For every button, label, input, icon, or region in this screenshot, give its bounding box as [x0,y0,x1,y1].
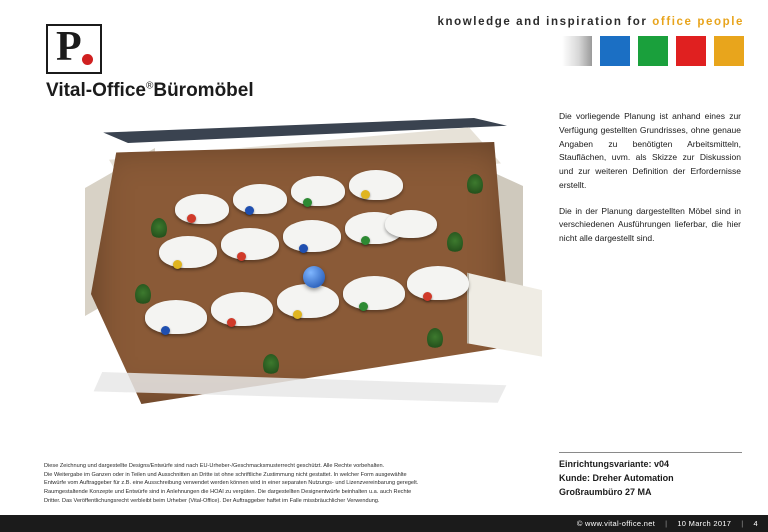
legal-disclaimer [44,462,524,505]
plant [135,284,151,306]
description-paragraph-2: Die in der Planung dargestellten Möbel sind in verschiedenen Ausführungen lieferbar, die hier nicht alle dargestellt sind. [559,205,741,244]
chair [299,244,308,253]
yellow-swatch [714,36,744,66]
green-swatch [638,36,668,66]
decor-sphere [303,266,325,288]
chair [227,318,236,327]
page-footer [0,515,768,532]
logo-registered: ® [145,80,154,92]
logo-office: Office [92,80,146,101]
project-divider [559,452,742,453]
logo-subtitle: Büromöbel [153,80,254,101]
red-swatch [676,36,706,66]
desk-cluster [291,176,345,206]
logo-wordmark [46,80,254,102]
plant [447,232,463,254]
project-scope: Großraumbüro 27 MA [559,486,652,497]
logo-dot-icon [82,54,93,65]
chair [303,198,312,207]
project-customer: Kunde: Dreher Automation [559,472,674,483]
desk-cluster [343,276,405,310]
plant [427,328,443,350]
desk-cluster [277,284,339,318]
desk-cluster [221,228,279,260]
desk-cluster [159,236,217,268]
chair [187,214,196,223]
desk-cluster [283,220,341,252]
desk-cluster [145,300,207,334]
footer-copyright: © www.vital-office.net [576,519,656,528]
plant [151,218,167,240]
chair [237,252,246,261]
header-tagline [438,16,745,28]
footer-separator-1: | [665,519,668,528]
chair [173,260,182,269]
project-variant: Einrichtungsvariante: v04 [559,459,670,469]
chair [245,206,254,215]
office-render-image [37,106,542,429]
blue-swatch [600,36,630,66]
footer-page-number: 4 [753,519,758,528]
desk-cluster [211,292,273,326]
desk-cluster [385,210,437,238]
plant [467,174,483,196]
desk-cluster [407,266,469,300]
chair [161,326,170,335]
plant [263,354,279,376]
legal-line-2: Die Weitergabe im Ganzen oder in Teilen und Ausschnitten an Dritte ist ohne schriftliche Zustimmung nicht gestattet. In welcher Form ausgewählte [44,471,407,478]
brand-logo [46,24,254,102]
desk-cluster [175,194,229,224]
chair [293,310,302,319]
logo-vital: Vital- [46,80,93,101]
chair [361,236,370,245]
logo-letter: P [56,24,82,70]
chair [361,190,370,199]
logo-mark-icon [46,24,102,74]
legal-line-5: Dritter. Das Veröffentlichungsrecht verbleibt beim Urheber (Vital-Office). Der Auftraggeber haftet im Falle missbräuchlicher Verwendung. [44,497,380,504]
description-paragraph-1: Die vorliegende Planung ist anhand eines zur Verfügung gestellten Grundrisses, ohne genaue Angaben zu benötigten Arbeitsmitteln, Stauflächen, uvm. als Skizze zur Diskussion und zur weiteren Definition der Erfordernisse erstellt. [559,111,741,190]
legal-line-3: Entwürfe vom Auftraggeber für z.B. eine Ausschreibung verwendet werden können wird in einer separaten Nutzungs- und Lizenzvereinbarung geregelt. [44,480,419,487]
desk-cluster [349,170,403,200]
tagline-plain: knowledge and inspiration for [437,16,653,28]
footer-separator-2: | [741,519,744,528]
description-text [559,110,741,258]
legal-line-4: Raumgestaltende Konzepte und Entwürfe sind in Anlehnungen die HOAI zu vergüten. Die dargestellten Designentwürfe beinhalten u.a. auch Rechte [44,488,412,495]
legal-line-1: Diese Zeichnung und dargestellte Designs/Entwürfe sind nach EU-Urheber-/Geschmacksmusterrecht geschützt. Alle Rechte vorbehalten. [44,463,385,469]
chair [423,292,432,301]
project-info [559,458,749,500]
room-illustration [55,114,525,414]
tagline-accent: office people [652,16,744,28]
grey-swatch [562,36,592,66]
desk-cluster [233,184,287,214]
chair [359,302,368,311]
footer-date: 10 March 2017 [677,519,732,528]
color-swatch-row [562,36,744,66]
